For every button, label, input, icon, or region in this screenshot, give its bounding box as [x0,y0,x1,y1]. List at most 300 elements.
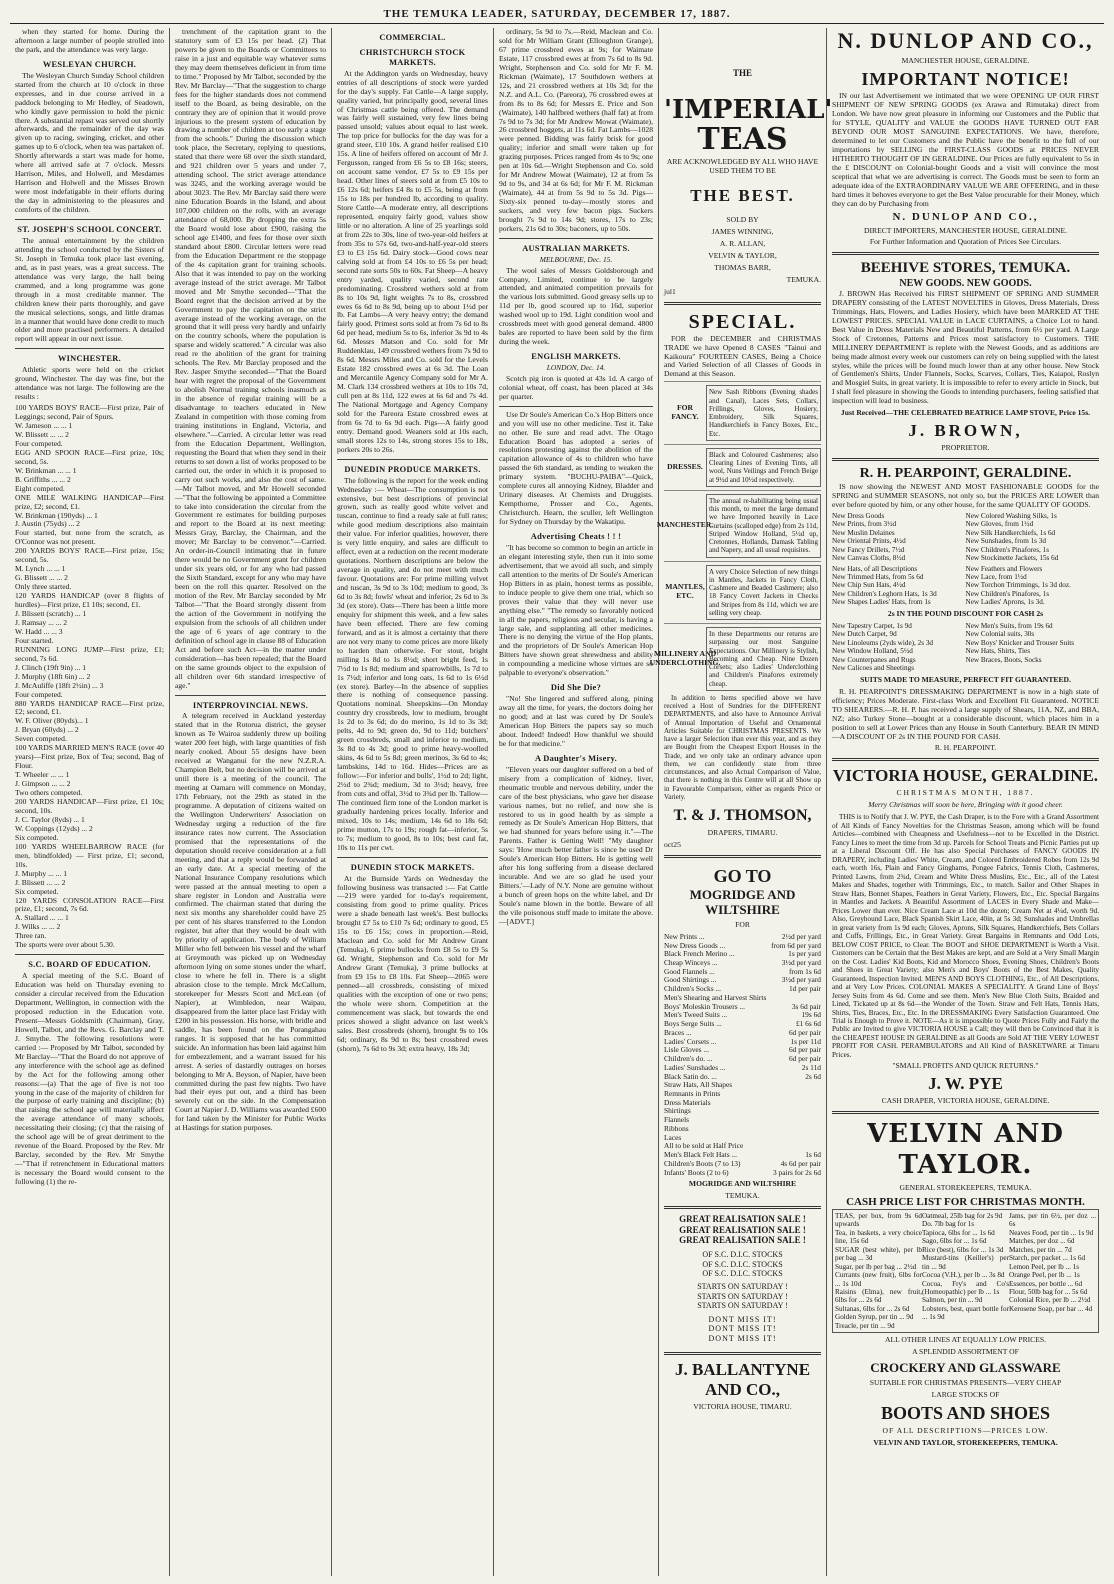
price-item: Men's Shearing and Harvest Shirts [664,992,767,1002]
race-result-line: J. McAuliffe (18ft 2½in) ... 3 [15,680,104,690]
cash-list [1009,1212,1096,1331]
article-text: The Wesleyan Church Sunday School children started from the church at 10 o'clock in three expresses, and in due course arrived in a paddock belonging to Mr Hedley, of Seadown, who kindly gave permission to hold the picnic there. A substantial repast was served out shortly afterwards, and the remainder of the day was given up to racing, swinging, cricket, and other games up to 6 o'clock, when tea was partaken of. Shortly afterwards a start was made for home, where all arrived safe at 7 o'clock. Messrs Harrison, Miles, and Holwell, and Mesdames Harrison and Holwell and the Misses Brown were most indefatigable in their efforts during the day in administering to the pleasures and comforts of the children. [15,70,164,215]
thomson-sub: DRAPERS, TIMARU. [707,828,778,838]
list-item: New Hats, of all Descriptions [832,564,918,573]
dunlop-sub-2: DIRECT IMPORTERS, MANCHESTER HOUSE, GERALDINE. [864,225,1067,235]
advert-text: "It has become so common to begin an article in an elegant interesting style, then run it into some advertisement, that we avoid all such, and simply call attention to the merits of Dr Soule's American Hop Bitters in as plain, honest terms as possible, to induce people to give them one trial, which so proves their value that they will never use anything else." "The remedy so favorably noticed in all the papers, religious and secular, is having a large sale, and supplanting all other medicines. There is no denying the virtue of the Hop plants, and the proprietors of Dr Soule's American Hop Bitters have shown great shrewdness and ability in compounding a medicine whose virtues are so palpable to everyone's observation." [499,542,653,678]
price-item: Flannels [664,1115,690,1125]
article-heading: INTERPROVINCIAL NEWS. [192,700,309,710]
race-result-line: Four competed. [15,438,63,448]
department-row [664,381,821,444]
dunlop-sub: MANCHESTER HOUSE, GERALDINE. [901,55,1030,65]
divider [832,758,1099,761]
pearpoint-heading: R. H. PEARPOINT, GERALDINE. [859,466,1072,482]
pearpoint-grid-2 [832,565,1099,607]
article-heading: CHRISTCHURCH STOCK MARKETS. [359,47,466,67]
advert-text: "Eleven years our daughter suffered on a bed of misery from a complication of kidney, liver, rheumatic trouble and nervous debility, under the care of the best physicians, who gave her disease various names, but no relief, and now she is restored to us in good health by as simple a remedy as Dr Soule's American Hop Bitters, that we had shunned for years before using it."—The Parents. Father is Getting Well! "My daughter says: 'How much better father is since he used Dr Soule's American Hop Bitters. He is getting well after his long suffering from a disease declared incurable. And we are so glad he used your Bitters.'—Lady of N.Y. None are genuine without a bunch of green hops on the white label, and Dr Soule's name blown in the bottle. Beware of all the vile poisonous stuff made to imitate the above.—[ADVT.] [499,764,653,926]
race-result-line: J. Bryan (60yds) ... 2 [15,725,79,735]
list-item: Treacle, per tin ... 9d [835,1321,895,1330]
price-item: Good Flannels ... [664,966,715,976]
race-result-line: T. Wheeler ... ... 1 [15,770,70,780]
columns [10,28,1104,1576]
cash-price-grid [832,1209,1099,1334]
race-results [15,404,164,950]
article-text: trenchment of the capitation grant to the statutory sum of £3 15s per head. (2) That powers be given to the Boards or Committees to raise in a just and equitable way whatever sums they may deem themselves deficient in from time to time." Proposed by Mr Talbot, seconded by the Rev. Mr Barclay—"That the suggestion to charge fees for the higher standards does not commend itself to the Board, as being desirable, on the contrary they are of opinion that it would prove injurious to the present system of education by drawing a number of children at too early a stage from the schools." During the discussion which took place, the Secretary, replying to questions, stated that there were 68 over the sixth standard, and 921 children over 5 years and under 7, attending school. The strict average attendance was 3245, and the working average would be about 3023. The Rev. Mr Barclay said there were nine Education Boards in the Island, and about 107,000 children on the rolls, with an average attendance of 68,000. By dropping the extra 5s the Board would lose about £900, raising the school age £1400, and fees for those over sixth standard about £800. Circular letters were read from the Education Department re the stoppage of the 4s capitation grant for training schools. Also that it was intended to pay on the working average instead of the strict average. Mr Talbot moved and Mr Smythe seconded—"That the Board regret that the decision arrived at by the Government to pay the capitation on the strict average instead of the working average, on the ground that it will press very hardly and unfairly on the country schools, where the population is sparse and widely scattered." A circular was also read re the abolition of the grant for training schools. The Rev. Mr Barclay proposed and the Rev. Jasper Smythe seconded—"That the Board hear with regret the proposal of the Government to abolish Normal training schools inasmuch as in the absence of regular training will be a disadvantage to teachers educated in New Zealand in competition with those coming from training institutions in England, Victoria, and elsewhere."—Carried. A circular letter was read from the Education Department, Wellington, requesting the Board that when they send in their returns to set down a list of works proposed to be carried out, the order in which it is proposed to carry out such works, and also the cost of same.—Mr Talbot moved, and Mr Howell seconded—"That the following be appointed a Committee to take into consideration the circular from the Government re estimates for building purposes and report to the Board at its next meeting: Messrs Gray, Barclay, the Chairman, and the mover; Mr Barclay to be convenor."—Carried. An order-in-Council intimating that in future there would be no Government grant for children under six years old, or for any who had passed the Sixth Standard, except for any who may have been on the roll this quarter. Resolved on the motion of the Rev. Mr Barclay seconded by Mr Talbot—"That the Board strongly dissent from the action of the Government in notifying the expulsion from the schools of all children under the age of 6 years of age contrary to the definition of school age in clause 88 of Education Act and before such Act—in the matter under consideration—has been repealed; that the Board on the same grounds object to the expulsion of all children over 6th standard irrespective of age." [175,27,326,690]
town-label: TEMUKA. [725,1191,760,1201]
list-item: SUGAR (best white), per lb per bag ... 3d [835,1245,922,1263]
price-item: Shirtings [664,1106,691,1116]
price-item: All to be sold at Half Price [664,1141,744,1151]
price-value: 6d per pair [788,1054,821,1064]
price-item: Children's Boots (7 to 13) [664,1158,741,1168]
article-heading: WESLEYAN CHURCH. [42,59,137,69]
article-heading: ST. JOSEPH'S SCHOOL CONCERT. [17,225,162,235]
list-item: Sago, 6lbs for ... 1s 6d [922,1237,987,1246]
dunlop-heading: N. DUNLOP AND CO., [837,28,1094,53]
race-result-line: Two others competed. [15,788,83,798]
divider [832,252,1099,255]
velvin-heading: VELVIN AND TAYLOR. [867,1119,1064,1181]
pearpoint-list [832,512,966,563]
advert-text: In addition to Items specified above we have received a Host of Sundries for the DIFFERENT DEPARTMENTS, and also have to Announce Arrival of Annual Importation of Useful and Ornamental Articles Suitable for CHRISTMAS PRESENTS. We have a larger Selection than ever this year, and as they are Bought from the Cheapest Export Houses in the Trade, and we only take an ordinary advance upon them, we can confidently state from three circumstances, and also Actual Comparison of Value, that there is nothing in this Centre will at all Show up in Favourable Comparison, either as regards Price or Variety. [664,693,821,801]
list-item: New Children's Leghorn Hats, 1s 3d [832,589,937,598]
small-profits: "SMALL PROFITS AND QUICK RETURNS." [892,1061,1039,1071]
list-item: New Men's Suits, from 19s 6d [965,621,1053,630]
department-text: A very Choice Selection of new things in Mantles, Jackets in Fancy Cloth, Cashmere and Beaded Cashmere; also 18 Fancy Covert Jackets in Checks and Stripes from 8s 11d, which we are selling very cheap. [706,565,821,621]
race-result-line: The sports were over about 5.30. [15,940,115,950]
race-result-line: Four started. [15,635,54,645]
price-item: Men's Tweed Suits ... [664,1010,728,1020]
other-lines: ALL OTHER LINES AT EQUALLY LOW PRICES. [884,1335,1047,1345]
article-text: Athletic sports were held on the cricket ground, Winchester. The day was fine, but the attendance was not large. The following are the results : [15,365,164,402]
seller-name: THOMAS BARR, [714,263,771,273]
mogridge-heading: MOGRIDGE AND WILTSHIRE [689,887,796,918]
advert-text: FOR the DECEMBER and CHRISTMAS TRADE we have Opened 8 CASES "Tainui and Kaikoura" FOURTEEN CASES, Being a Choice and Varied Selection of all Classes of Goods in Demand at this Season. [664,333,821,379]
article-text: The following is the report for the week ending Wednesday :— Wheat—The consumption is not extensive, but best descriptions of provincial grown, such as really good white velvet and tuscan, continue to find a ready sale at full rates; while good medium descriptions also maintain their value. For inferior qualities, however, there is very little enquiry, and sales are difficult to effect, even at a reduction on the recent moderate quotations. Northern descriptions are below the average in quality, and do not meet with much favour. Quotations are: For prime milling velvet and tuscan, 3s 9d to 3s 10d; medium to good, 3s 6d to 3s 8d; fowls' wheat and inferior, 2s 6d to 3s 3d (ex store). Oats—There has been a little more enquiry for shipment this week, and a few sales have been effected. There are few coming forward, and as it is almost a certainty that there are not very many to come prices are more likely to harden than otherwise. For stout, bright milling 1s 8d to 1s 8½d; short bright feed, 1s 7½d to 1s 8d; medium and sparrowbills, 1s 7d to 1s 7½d; inferior and long oats, 1s 6d to 1s 6½d (ex store). Barley—In the absence of supplies there is nothing of consequence passing. Quotations nominal. Sheepskins—On Monday country dry crossbreds, low to medium, brought 1s 2d to 3s 6d; do do merino, 1s 1d to 3s 3d; pelts, 4d to 9d; green do, 9d to 11d; butchers' green crossbreds, small and inferior to medium, 3s 8d to 4s 3d; good to prime heavy-woolled skins, 4s 6d to 5s 8d; green merinos, 3s 6d to 4s; lambskins, 14d to 16d. Hides—Prices are as follow:—For inferior and bulls', 1½d to 2d; light, 2½d to 2¾d; medium, 3d to 3½d; heavy, free from cuts and offal, 3½d to 3¾d per lb. Tallow—The continued firm tone of the London market is gradually hardening prices locally. Inferior and mixed, 10s to 14s; medium, 14s 6d to 18s 6d; prime mutton, 17s to 19s; rough fat—inferior, 5s to 7s; medium to good, 8s to 10s; best caul fat, 10s to 11s per cwt. [337,475,488,852]
cash-list [922,1212,1009,1331]
list-item: Salmon, per tin ... 9d [922,1296,983,1305]
race-result-line: W. Brinkman (190yds) ... 1 [15,510,98,520]
list-item: New Counterpanes and Rugs [832,655,916,664]
price-value: 1s per 11d [790,1036,821,1046]
column-5 [649,28,833,1576]
lamp-notice: Just Received—THE CELEBRATED BEATRICE LAMP STOVE, Price 15s. [840,408,1091,418]
suitable-label: SUITABLE FOR CHRISTMAS PRESENTS—VERY CHEAP [869,1377,1062,1387]
boots-heading: BOOTS AND SHOES [880,1402,1051,1423]
mogridge-footer: MOGRIDGE AND WILTSHIRE [688,1179,797,1189]
list-item: New Trimmed Hats, from 5s 6d [832,573,924,581]
price-value: 19s 6d [801,1010,821,1020]
advert-code: jul1 [664,287,676,297]
department-list [649,381,821,694]
price-item: Black French Merino ... [664,949,735,959]
beehive-heading: BEEHIVE STORES, TEMUKA. [860,260,1071,277]
article-text: At the Burnside Yards on Wednesday the following business was transacted :— Fat Cattle—219 were yarded for to-day's requirement, consisting from good to prime quality. Prices were a shade beneath last week's. Best bullocks brought £7 5s to £10 7s 6d; ordinary to good, £5 15s to £6 15s; cows in proportion.—Reid, Maclean and Co. sold for Mr Andrew Grant (Temuka), 6 prime bullocks from £8 5s to £9 5s 6d. Wright, Stephenson and Co. sold for Mr Andrew Grant (Temuka), 3 prime bullocks at from £9 15s to £8 10s. Fat Sheep—2065 were penned—all crossbreds, consisting of mixed qualities with the exception of one or two pens; the whole were shorn. Competition at the commencement was slack, but towards the end prices showed a slight advance on last week's sales. Best crossbreds (shorn), brought 9s to 10s 6d; ordinary, 8s 9d to 8s; best crossbred ewes (shorn), 7s 6d to 9s 3d; extra heavy, 18s 3d; [337,873,488,1053]
article-text: A telegram received in Auckland yesterday stated that in the Rotorua district, the geyser known as Te Wairoa suddenly threw up boiling water 200 feet high, with large quantities of fish nearly cooked. About 55 designs have been received at Wanganui for the new N.Z.R.A. Champion Belt, but no decision will be arrived at until there is a meeting of the council. The meeting at Oamaru will commence on Monday, 17th February, not the 29th as stated in the programme. A deputation of citizens waited on the Wellington Underwriters' Association on Wednesday urging a reduction of the fire insurance rates now current. The Association promised that the representations of the deputation should receive consideration at a full meeting, and that a reply would be forwarded at an early date. At a special meeting of the National Insurance Company resolutions which were passed at the annual meeting to open a share register in London and Australia were confirmed. The chairman stated that during the next six months any shareholder could have 25 per cent of his shares transferred to the London register, but after that they would be dealt with by priority of application. The body of William Miller who fell between his vessel and the wharf at Greymouth was picked up on Wednesday afternoon lying on some stones under the wharf, close to where he fell in. There is a slight abrasion close to the temple. Mrck McCallum, storekeeper for Messrs Scott and McLean (of Napier), at Wimbledon, near Waipau, disappeared from the latter place last Friday with £200 in his possession. His horse, with bridle and saddle, has been found on the Porangahau ranges. It is supposed that he has committed suicide. An information has been laid against him for embezzlement, and a warrant issued for his arrest. A series of dastardly outrages on horses belonging to Mr A. Beyson, of Napier, have been committed during the past few nights. Two have had their eyes put out, and a third has been severely cut on the side. In the Compensation Court at Napier J. D. Williams was awarded £600 for land taken by the Minister for Public Works at Hastings for station purposes. [175,711,326,1133]
list-item: TEAS, per box, from 9s 6d upwards [835,1211,922,1229]
price-item: New Prints ... [664,931,705,941]
race-result-line: EGG AND SPOON RACE—First prize, 10s; second, 5s. [15,447,164,466]
cash-list [835,1212,922,1331]
list-item: New Window Holland, 5½d [832,647,913,656]
race-result-line: J. Murphy ... ... 1 [15,868,68,878]
price-item: Dress Materials [664,1097,711,1107]
list-item: Lobsters, best, quart bottle for ... 1s 9d [922,1304,1009,1322]
masthead: THE TEMUKA LEADER, SATURDAY, DECEMBER 17, 1887. [10,8,1104,24]
department-label: MANCHESTER. [656,520,714,530]
department-row [649,623,821,694]
race-result-line: W. Jameson ... ... 1 [15,420,73,430]
department-row [664,444,821,490]
ballantyne-sub: VICTORIA HOUSE, TIMARU. [693,1402,792,1412]
list-item: New Dress Goods [832,511,885,520]
race-result-line: 200 YARDS HANDICAP—First prize, £1 10s; second, 10s. [15,797,164,815]
price-row [664,1169,821,1178]
brown-heading: J. BROWN, [908,421,1023,441]
race-result-line: 120 YARDS CONSOLATION RACE—First prize, £1; second, 7s 6d. [15,895,164,914]
list-item: New Ladies' Aprons, 1s 3d. [965,598,1045,607]
price-item: Lisle Gloves ... [664,1045,709,1055]
pearpoint-list [966,565,1100,607]
price-value: 6d per pair [788,1027,821,1037]
advert-text: IN our last Advertisement we intimated that we were OPENING UP OUR FIRST SHIPMENT OF NEW SPRING GOODS (ex Arawa and Rimutaka) direct from London. We have now great pleasure in informing our Customers and the Public that for STYLE, QUALITY and VALUE the GOODS HAVE TURNED OUT FAR BEYOND OUR MOST SANGUINE EXPECTATIONS. We have, therefore, determined to let our Customers and the Public have the benefit to the full of our importations by SELLING the FIRST-CLASS GOODS at PRICES NEVER HITHERTO THOUGHT OF IN GERALDINE. Our Prices are fully equivalent to 5s in the £ DISCOUNT on Colonial-bought Goods and a visit will convince the most sceptical that what we are advertising is correct. The Goods must be seen to form an adequate idea of the EXTRAORDINARY VALUE WE ARE OFFERING, and in these hard times it behoves everyone to get the Best Value procurable for their Money, which they can do by Purchasing from [832,91,1099,208]
race-result-line: J. Clinch (19ft 9in) ... 1 [15,662,87,672]
divider [15,219,164,220]
goto-heading: GO TO [713,865,772,886]
race-result-line: J. Blissett (scratch) ... 1 [15,609,87,618]
race-result-line: J. Austin (75yds) ... 2 [15,519,80,529]
price-item: Cheap Winceys ... [664,957,718,967]
race-result-line: RUNNING LONG JUMP—First prize, £1; second, 7s 6d. [15,644,164,663]
race-result-line: J. Ramsay ... ... 2 [15,617,68,627]
list-item: Golden Syrup, per tin ... 9d [835,1313,914,1322]
divider [499,406,653,407]
velvin-sub: GENERAL STOREKEEPERS, TEMUKA. [899,1182,1032,1192]
list-item: Colonial Rice, per lb ... 2½d [1009,1296,1091,1305]
splendid-label: A SPLENDID ASSORTMENT OF [912,1347,1019,1357]
dunlop-footer: For Further Information and Quotation of Prices See Circulars. [869,237,1062,247]
race-result-line: 100 YARDS WHEELBARROW RACE (for men, blindfolded) — First prize, £1; second, 10s. [15,841,164,869]
realisation-line: GREAT REALISATION SALE ! [679,1214,806,1225]
list-item: New Colonial suits, 30s [965,630,1035,639]
price-value: from 6d per yard [771,940,821,950]
price-value: 1s per yard [788,949,821,959]
price-item: Boys Serge Suits ... [664,1019,722,1029]
list-item: Matches, per doz ... 6d [1009,1237,1075,1246]
race-result-line: Six competed. [15,832,59,842]
seller-name: JAMES WINNING, [711,227,774,237]
price-value: £1 6s 6d [795,1019,821,1029]
race-result-line: W. Blissett ... ... 2 [15,429,69,439]
department-text: The annual re-habilitating being usual this month, to meet the large demand we have Imported heavily in Lace Curtains (scalloped edge) from 2s 11d, Striped Window Holland, 5½d up, Cretonnes, Hollands, Damask Tabling and Napery, and all usual requisites. [706,494,821,558]
race-result-line: M. Lynch ... ... 1 [15,564,66,574]
advert-text: THIS is to Notify that J. W. PYE, the Cash Draper, is to the Fore with a Grand Assortment of All Kinds of Fancy Novelties for the Christmas Season, among which will be found Articles—combined with Cheapness and Usefulness—not to be Excelled in the District. Fancy Lines to meet the time from 3d up. Parcels for School Treats and Picnic Parties put up at a Liberal Discount Off. He has also Special Purchases of FANCY GOODS IN DRAPERY, including Ladies' White, Cream, and Colored Embroidered Robes from 12s 9d each, worth 16s, Plain and Fancy Ginghams, Pongee Fabrics, Tennis Cloth, Cashmeres, Printed Lawns, from 2¾d, Cream and White Dress Muslins, Etc., Etc., all of the Latest Makes and Shades, together with Trimmings, Etc., to match. Sailor and Other Shapes in Straw Hats, Bonnet Shapes, Feathers in Great Variety, Flowers, Etc., Etc. Special Bargains in Mantles and Jackets. A Beautiful Assortment of LACES in Every Shade and Make—Prices Lower than ever. Nice Cream Lace at 10d the dozen; Cream Net at 4¼d, worth 9d. Also, Greyhound Lace, Black Spanish Skirt Lace, 40in, at 5s 3d; Sunshades and Umbrellas in great variety from 1s 9d each; Gloves, Aprons, Silk Squares, Handkerchiefs, Bets Collars and Cuffs, Frillings, Etc., in Great Variety. Great Bargains in Remnants and Odd Lots, BELOW COST PRICE, to Clear. The BOOT and SHOE DEPARTMENT is Worth a Visit. Customers can be Certain that the Best Makes are kept, and are Sold at a Very Small Margin on the Cost. Ladies' Kid Boots, Kid and Morocco Shoes, Evening Shoes, Children's Boots and Shoes in Great Variety; also Men's and Boys' Boots of the Best Makes, Quality Guaranteed, Inspection Invited. MEN'S AND BOYS CLOTHING, Etc., of All Descriptions, and at Very Low Prices. COLONIAL MAKES A SPECIALITY. A Grand Line of Boys' Jersey Suits from 4s 6d. Come and see them. Men's New Blue Cloth Suits, Braided and Lined, Tickated up at 8s 6d—the Wonder of the Town. Straw and Felt Hats, Tennis Hats, Shirts, Ties, Braces, Etc., Etc. In the DRESSMAKING Every Satisfaction Guaranteed. One Trial is Enough to Prove it. NOTE—As it is impossible to Quote Prices Fully and Fairly the Public are Invited to give VICTORIA HOUSE a Call; they will then be Convinced that it is the CHEAPEST HOUSE IN GERALDINE as all Goods are Sold AT THE VERY LOWEST PROFIT FOR CASH. PERAMBULATORS and All Kind of BASKETWARE at Timaru Prices. [832,813,1099,1059]
list-item: Sultanas, 6lbs for ... 2s 6d [835,1304,910,1313]
advert-heading: Did She Die? [550,683,602,693]
brown-sub: PROPRIETOR. [941,443,990,453]
pearpoint-list [832,622,966,673]
divider [499,238,653,239]
realisation-sale [664,1214,821,1347]
price-item: Braces ... [664,1027,692,1037]
price-value: 1d per pair [788,984,821,994]
velvin-footer: VELVIN AND TAYLOR, STOREKEEPERS, TEMUKA. [873,1437,1058,1447]
race-result-line: 120 YARDS HANDICAP (over 8 flights of hurdles)—First prize, £1 10s; second, £1. [15,591,164,610]
realisation-line: DONT MISS IT! [708,1314,777,1324]
price-row [664,1125,821,1134]
race-result-line: B. Griffiths ... ... 2 [15,474,71,484]
new-goods-heading: NEW GOODS. NEW GOODS. [899,278,1032,290]
divider [664,1206,821,1209]
large-stocks-label: LARGE STOCKS OF [931,1389,1000,1399]
race-result-line: Four competed. [15,689,63,699]
advert-text: Use Dr Soule's American Co.'s Hop Bitters once and you will use no other medicine. Test it. Take no other. Be sure and read advt. The Otago Education Board has adopted a series of resolutions protesting against the abolition of the capitation allowance of 4s to children who have passed the 6th standard, as tending to weaken the primary system. "BUCHU-PAIBA"—Quick, complete cures all annoying Kidney, Bladder and Urinary diseases. At Chemists and Druggists. Kempthorne, Prosser and Co., Agents, Christchurch. Hearn, the sculler, left Wellington for Sydney on Thursday by the Wakatipu. [499,409,653,527]
ballantyne-heading: J. BALLANTYNE AND CO., [674,1360,811,1400]
column-2 [170,28,332,1576]
column-3 [332,28,494,1576]
list-item: New Boys' Knicker and Trouser Suits [965,638,1075,647]
town-label: TEMUKA. [786,275,821,285]
price-item: Children's do. ... [664,1054,713,1064]
realisation-line: DONT MISS IT! [708,1324,777,1334]
advert-text: J. BROWN Has Received his FIRST SHIPMENT OF SPRING AND SUMMER DRAPERY consisting of the LATEST NOVELTIES in Gloves, Dress Materials, Dress Trimmings, Hats, Flowers, and Ladies Hosiery, which have been MARKED AT THE LOWEST PRICES. SPECIAL VALUE in LACE CURTAINS, a Choice Lot to hand. Best Value in Dress Materials New and Beautiful Patterns, from 6½ per yard. A Large Stock of Cretonnes, Patterns and Prices most satisfactory to Customers. THE MILLINERY DEPARTMENT is replete with the Newest Goods, and as additions are being made almost every week our customers can rely on being supplied with the latest styles, while the prices will be found much lower than at any other house. New Stock of Gentlemen's Shirts, Under Flannels, Socks, Scarves, Collars, Ties, Kaiapoi, Roslyn and Mosgiel Suits, in great variety. It is impossible to refer to every article in Stock, but I shall feel pleasure in showing the Goods to intending purchasers, feeling satisfied that inspection will lead to business. [832,288,1099,406]
department-text: In these Departments our returns are surpassing our most Sanguine Expectations. Our Millinery is Stylish, Becoming and Cheap. Nine Dozen Corsets; also Ladies' Underclothing and Children's Pinafores extremely cheap. [706,627,821,691]
article-heading: DUNEDIN STOCK MARKETS. [350,862,475,872]
list-item: Starch, per packet ... 1s 6d [1009,1254,1086,1263]
article-heading: DUNEDIN PRODUCE MARKETS. [344,464,481,474]
list-item: New Sunshades, from 1s 3d [965,537,1046,546]
list-item: New Chip Sun Hats, 4½d [832,581,906,590]
race-result-line: W. F. Oliver (80yds)... 1 [15,716,89,726]
sold-by-label: SOLD BY [726,215,759,225]
article-text: ordinary, 5s 9d to 7s.—Reid, Maclean and Co. sold for Mr William Grant (Elloughton Grange), 67 prime crossbred ewes at 9s; for Waimate Estate, 117 crossbred ewes at from 7s 6d to 8s 9d. Wright, Stephenson and Co. sold for Mr F. M. Rickman (Waimate), 17 Southdown wethers at 12s, and 21 crossbred wethers at 10s 3d; for the N.Z. and A.L. Co. (Pareora), 76 crossbred ewes at from 8s to 8s 6d; for Messrs E. Price and Son (Waimate), 140 halfbred wethers (half fat) at from 7s 9d to 7s 3d; for Mr Andrew Mowat (Waimate), 26 crossbred hoggets, at 11s 6d. Fat Lambs—1028 were penned. Bidding was fairly brisk for good quality; inferior and small were taken up for grazing purposes. Prices ranged from 4s to 9s; one pen at 10s 6d.—Wright Stephenson and Co. sold for Mr Andrew Mowat (Waimate), 12 at from 5s 9d to 9s, and 34 at 6s 6d; for Mr F. M. Rickman (Waimate), 44 at from 5s 9d to 5s 3d. Pigs—Sixty-six penned to-day—mostly stores and suckers, and very few bacon pigs. Suckers brought 7s 9d to 14s 9d; stores, 17s to 23s; porkers, 21s 6d to 30s; baconers, up to 50s. [499,27,653,233]
race-result-line: J. Blissett ... ... 2 [15,877,66,887]
teas-heading: TEAS [697,121,788,157]
merry-christmas: Merry Christmas will soon be here, Bringing with it good cheer. [868,800,1063,810]
price-value: 2s 6d [805,1071,821,1081]
price-value: 3½d per yard [781,975,821,985]
price-value: from 1s 6d [788,966,821,976]
pearpoint-list [832,565,966,607]
list-item: Essences, per bottle ... 6d [1009,1279,1083,1288]
best-heading: THE BEST. [690,186,795,206]
list-item: New Braces, Boots, Socks [965,655,1042,664]
race-result-line: Three ran. [15,931,47,941]
list-item: Matches, per tin ... 7d [1009,1245,1072,1254]
divider [15,348,164,349]
realisation-line: GREAT REALISATION SALE ! [679,1224,806,1235]
list-item: Do. 7lb bag for 1s [922,1220,975,1229]
list-item: Jams, per tin 6½, per doz ... 6s [1009,1211,1096,1229]
price-item: Ladies' Corsets ... [664,1036,717,1046]
imperial-heading: 'IMPERIAL' [664,94,833,125]
list-item: Cocoa (V.H.), per lb ... 3s 8d [922,1271,1005,1280]
realisation-line: STARTS ON SATURDAY ! [697,1291,788,1301]
race-result-line: W. Hadd ... ... 3 [15,626,63,636]
price-value: 1s 6d [805,1150,821,1160]
list-item: Mustard-tins (Keiller's) per tin ... 9d [922,1254,1009,1271]
all-desc-label: OF ALL DESCRIPTIONS—PRICES LOW. [882,1425,1049,1435]
cash-list-heading: CASH PRICE LIST FOR CHRISTMAS MONTH. [846,1195,1085,1208]
pearpoint-discount: 2s IN THE POUND DISCOUNT FOR CASH 2s [887,608,1044,618]
divider [664,1352,821,1355]
column-4 [494,28,659,1576]
special-heading: SPECIAL. [688,311,797,334]
dateline: LONDON, Dec. 14. [546,363,606,373]
list-item: New Silk Handkerchiefs, 1s 6d [965,528,1056,537]
price-value: 6d per pair [788,1045,821,1055]
price-item: Black Satin do. ... [664,1071,717,1081]
realisation-line: OF S.C. D.I.C. STOCKS [702,1259,783,1269]
list-item: New Oriental Prints, 4½d [832,537,906,546]
department-label: MANTLES, ETC. [665,582,705,601]
price-value: 3s 6d pair [791,1001,821,1011]
list-item: New Canvas Cloths, 8½d [832,554,906,563]
notice-heading: IMPORTANT NOTICE! [861,68,1070,89]
list-item: Sugar, per lb per bag ... 2½d [835,1262,917,1271]
price-item: Ribbons [664,1123,689,1133]
list-item: New Lace, from 1½d [965,573,1027,581]
price-item: Men's Black Felt Hats ... [664,1150,737,1160]
divider [832,458,1099,461]
price-item: Straw Hats, All Shapes [664,1080,733,1090]
list-item: Oatmeal, 25lb bag for 2s 9d [922,1211,1003,1220]
realisation-line: STARTS ON SATURDAY ! [697,1282,788,1292]
list-item: Rice (best), 6lbs for ... 1s 3d [922,1245,1004,1254]
price-item: Laces [664,1132,682,1142]
section-heading: COMMERCIAL. [379,33,446,42]
divider [664,855,821,858]
divider [15,954,164,955]
for-label: FOR [735,919,750,929]
race-result-line: Eight competed. [15,483,65,493]
list-item: Currants (new fruit), 6lbs for ... 1s 10d [835,1271,922,1288]
pearpoint-suits: SUITS MADE TO MEASURE, PERFECT FIT GUARANTEED. [860,674,1071,684]
price-list [664,933,821,1178]
article-text: Scotch pig iron is quoted at 43s 1d. A cargo of colonial wheat, off coast, has been placed at 34s per quarter. [499,373,653,401]
advert-text: "No! She lingered and suffered along, pining away all the time, for years, the doctors doing her no good; and at last was cured by Dr Soule's American Hop Bitters the papers say so much about. Indeed! Indeed! How thankful we should be for that medicine." [499,694,653,748]
list-item: Flour, 50lb bag for ... 5s 6d [1009,1288,1088,1296]
list-item: New Muslin Delaines [832,528,895,537]
list-item: Orange Peel, per lb ... 1s [1009,1271,1080,1280]
list-item: New Dutch Carpet, 9d [832,630,897,639]
department-text: Black and Coloured Cashmeres; also Clearing Lines of Evening Tints, all wool, Nuns Veilings and French Beige at 9½d and 10½d respectively. [706,448,821,487]
price-value: 4s 6d per pair [780,1158,821,1168]
race-result-line: J. Wilks ... ... 2 [15,922,61,932]
list-item: Lemon Peel, per lb ... 1s [1009,1262,1080,1271]
list-item: New Prints, from 3½d [832,520,897,529]
list-item: New Calicoes and Sheetings [832,664,915,673]
price-item: Children's Socks ... [664,984,721,994]
victoria-heading: VICTORIA HOUSE, GERALDINE. [832,766,1099,786]
list-item: New Linoleums (2yds wide), 2s 3d [832,638,934,647]
price-item: Good Shirtings ... [664,975,717,985]
spacer [664,1343,821,1347]
list-item: New Children's Pinafores, 1s [965,545,1050,554]
column-6 [827,28,1104,1576]
list-item: New Tapestry Carpet, 1s 9d [832,621,912,630]
advert-text: IS now showing the NEWEST AND MOST FASHIONABLE GOODS for the SPRING and SUMMER SEASONS, not only so, but the PRICES ARE LOWER than ever before quoted by him, or any other house, for the same QUALITY OF GOODS. [832,481,1099,509]
pye-sub: CASH DRAPER, VICTORIA HOUSE, GERALDINE. [881,1096,1050,1106]
divider [664,302,821,305]
department-row [664,561,821,624]
price-value: 3½d per yard [781,957,821,967]
column-1 [10,28,170,1576]
list-item: Raisins (Elma), new fruit, 6lbs for ... 2s 6d [835,1288,922,1305]
realisation-line: OF S.C. D.I.C. STOCKS [702,1250,783,1260]
list-item: New Hats, Shirts, Ties [965,647,1030,656]
race-result-line: W. Coppings (12yds) ... 2 [15,823,93,833]
race-result-line: W. Brinkman ... ... 1 [15,465,77,475]
advert-code: oct25 [664,839,681,849]
advert-text: ARE ACKNOWLEDGED BY ALL WHO HAVE USED THEM TO BE [666,157,819,176]
article-heading: ENGLISH MARKETS. [531,352,621,362]
list-item: New Stockinette Jackets, 15s 6d [965,554,1059,563]
seller-list [664,228,821,273]
department-label: DRESSES. [667,461,703,471]
pearpoint-list [966,622,1100,673]
price-item: Boys' Moleskin Trousers ... [664,1001,746,1011]
advert-heading: Advertising Cheats ! ! ! [530,532,622,542]
article-text: The wool sales of Messrs Goldsborough and Company, Limited, continue to be largely attended, and animated competition prevails for the various lots submitted. Good greasy sells up to 11d per lb, good scoured up to 16d, superior washed wool up to 19d. Light condition wool and crossbreds meet with good general demand. 4800 bales are reported to have been sold by the firm during the week. [499,265,653,347]
dateline: MELBOURNE, Dec. 15. [539,254,613,264]
list-item: Tapioca, 6lbs for ... 1s 6d [922,1228,995,1237]
race-result-line: G. Blissett ... ... 2 [15,573,68,583]
article-heading: WINCHESTER. [57,354,122,364]
list-item: New Feathers and Flowers [965,564,1043,573]
article-text: At the Addington yards on Wednesday, heavy entries of all descriptions of stock were yarded for the day's supply. Fat Cattle—A large supply, quality varied, but principally good, several lines of Christmas cattle being offered. The demand was fairly well sustained, very few lines being passed unsold; values about equal to last week. The top price for bullocks for the day was for a grand steer, £10 10s. A grand heifer realised £10 15s. A line of heifers offered on account of Mr J. Fergusson, ranged from £6 5s to £8 16s; steers, on account same vendor, £7 5s to £9 15s per head. Other lines of steers sold at from £5 10s to £6 12s 6d; heifers £4 8s to £5 5s, being at from 15s to 18s per hundred lb, according to quality. Store Cattle—A moderate entry, all descriptions represented, enquiry fairly good, values show little or no alteration. A line of 25 yearlings sold at from 22s to 30s, line of two-year-old heifers at from 35s to 57s 6d, two-and-half-year-old steers £3 to £3 15s 6d. Dairy stock—Good cows near calving sold at from £4 10s to £6 5s per head; second rate sorts 50s to 60s. Fat Sheep—A heavy entry yarded, quality varied, second rate predominating. Crossbred wethers sold at from 8s to 10s 9d, light weights 7s to 8s, crossbred ewes 6s 6d to 8s 9d, being up to about 1½d per lb. Fat Lambs—A very heavy entry; the demand fairly good. Primest sorts sold at from 7s 6d to 8s 6d per head, medium 5s to 6s, inferior 3s 9d to 4s 6d. Messrs Matson and Co. sold for Mr Ruddenklau, 149 crossbred wethers from 7s 9d to 8s 6d. Messrs Miles and Co. sold for the Levels Estate 182 crossbred ewes at 6s 3d. The Loan and Mercantile Agency Company sold for Mr A. M. Clark 134 crossbred wethers at 10s to 10s 7d, cull pen at 8s 11d, 122 ewes at 6s 6d and 7s 4d. The National Mortgage and Agency Company sold for the Pareora Estate crossbred ewes at from 6s 7d to 6s 9d each. Pigs—A fairly good entry. Demand good. Weaners sold at 10s each, small stores 12s to 14s, strong stores 15s to 18s, porkers 20s to 26s. [337,68,489,454]
department-label: MILLINERY AND UNDERCLOTHING. [649,649,721,668]
department-row [656,490,821,561]
realisation-line: STARTS ON SATURDAY ! [697,1301,788,1311]
realisation-line: DONT MISS IT! [708,1333,777,1343]
pearpoint-grid-3 [832,622,1099,673]
thomson-heading: T. & J. THOMSON, [673,807,812,825]
article-text: A special meeting of the S.C. Board of Education was held on Thursday evening to consider a circular received from the Education Department, Wellington, in connection with the proposed reduction in the Education vote. Present—Messrs Goldsmith (Chairman), Gray, Howell, Talbot, and the Revs. G. Barclay and T. J. Smythe. The following resolutions were carried :— Proposed by Mr Talbot, seconded by Mr Barclay—"That the Board do not approve of any interference with the school age as defined by the Act for the following among other reasons:—(a) That the age of five is not too young in the case of the majority of children for the purpose of early training and discipline; (b) that raising the school age will materially affect the average attendance of many schools, necessitating their closing; (c) that the raising of the school age will be of great detriment to the revenue of the Board. Proposed by the Rev. Mr Barclay, seconded by the Rev. Mr Smythe—"That if retrenchment in Educational matters is necessary the Board would consent to the following (1) the re- [15,971,164,1187]
race-result-line: Four started, but none from the scratch, as O'Connor was not present. [15,528,164,547]
realisation-line: OF S.C. D.I.C. STOCKS [702,1268,783,1278]
article-heading: S.C. BOARD OF EDUCATION. [28,960,151,970]
seller-name: VELVIN & TAYLOR, [708,251,777,261]
list-item: Tea, in baskets, a very choice line, 15s 6d [835,1228,922,1246]
xmas-heading: CHRISTMAS MONTH, 1887. [896,788,1035,798]
divider [832,1111,1099,1114]
list-item: New Torchon Trimmings, 1s 3d doz. [965,581,1071,590]
pearpoint-list [966,512,1100,563]
race-result-line: A. Stallard ... ... 1 [15,913,69,923]
department-text: New Sash Ribbons (Evening shades and Canal), Laces Sets, Collars, Frillings, Gloves, Hosiery, Embroidery, Silk Squares, Handkerchiefs in Fancy Boxes, Etc., Etc. [706,385,821,441]
race-result-line: J. C. Taylor (8yds) ... 1 [15,814,85,824]
race-result-line: J. Gimpson ... ... 2 [15,779,71,789]
list-item: New Colored Washing Silks, 1s [965,511,1057,520]
list-item: Cocoa, Fry's and Co's (Homeopathic) per lb ... 1s [922,1279,1009,1296]
seller-name: A. R. ALLAN, [719,239,766,249]
article-text: The annual entertainment by the children attending the school conducted by the Sisters of St. Joseph in Temuka took place last evening, and, as in past years, was a great success. The attendance was very large, the hall being crammed, and a long programme was gone through in a most creditable manner. The children knew their parts thoroughly, and gave the musical selections, songs, and little dramas in a manner that would have done credit to much older and more practised performers. A detailed report will appear in our next issue. [15,235,164,344]
article-heading: AUSTRALIAN MARKETS. [522,243,630,253]
list-item: New Gloves, from 1½d [965,520,1034,529]
advert-heading: A Daughter's Misery. [534,753,618,763]
race-result-line: 100 YARDS BOYS' RACE—First prize, Pair of Leggings; second, Pair of Spurs. [15,403,164,422]
list-item: New Fancy Drillets, 7½d [832,545,905,554]
price-item: Remnants in Prints [664,1088,721,1098]
race-result-line: 880 YARDS HANDICAP RACE—First prize, £2; second, £1. [15,698,164,717]
pye-heading: J. W. PYE [928,1074,1003,1094]
pearpoint-grid-1 [832,512,1099,563]
price-item: Ladies' Sunshades ... [664,1062,726,1072]
price-value: 2s 11d [801,1062,821,1072]
divider [175,695,326,696]
price-item: Infants' Boots (2 to 6) [664,1167,729,1177]
